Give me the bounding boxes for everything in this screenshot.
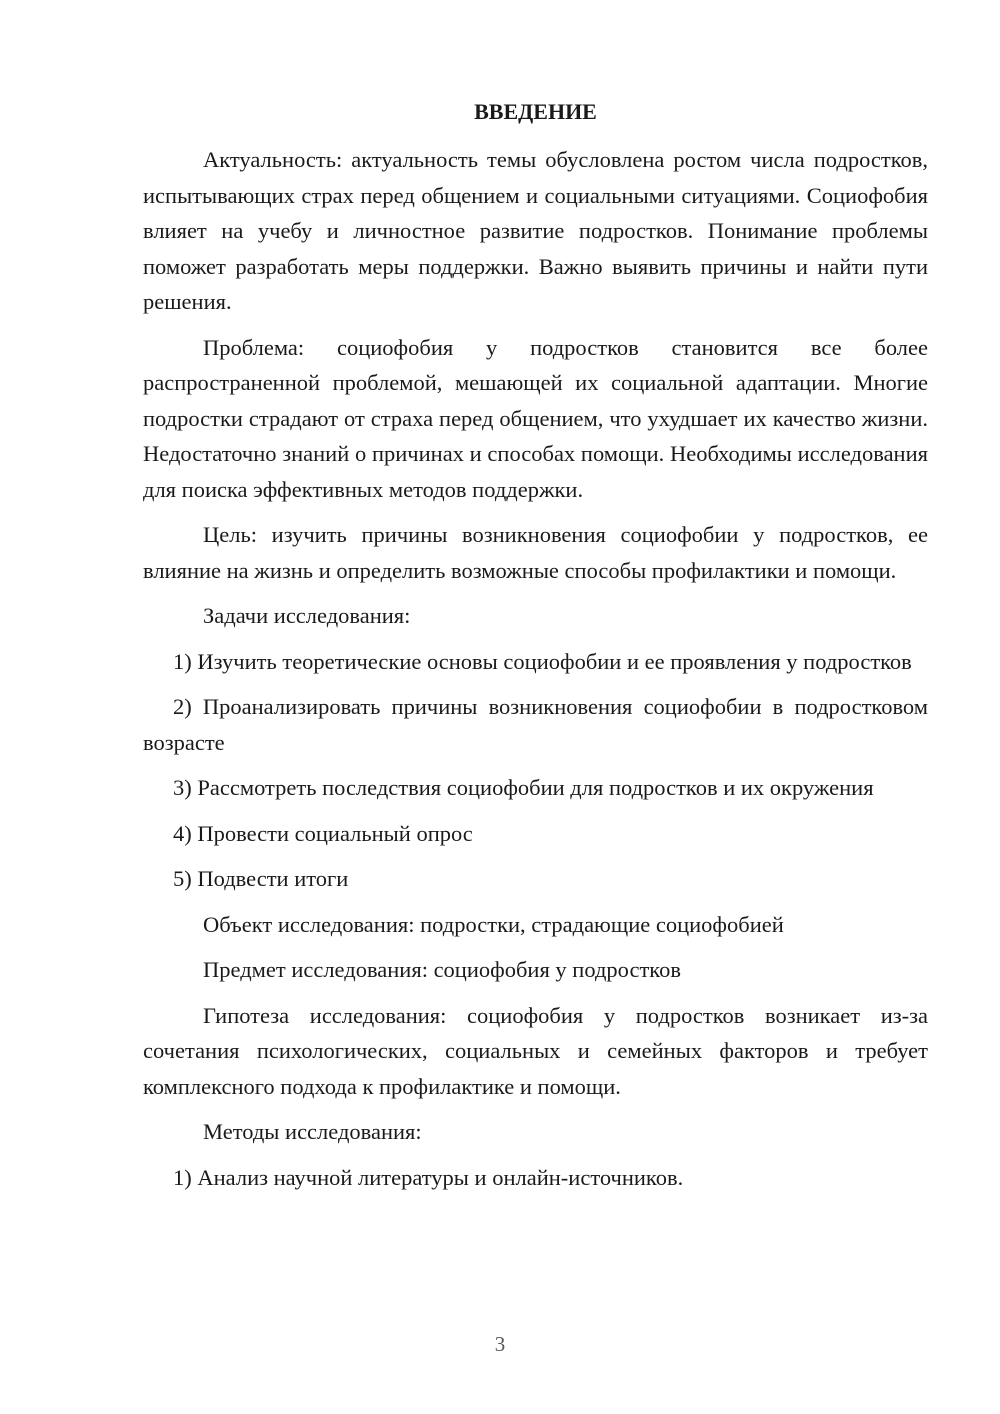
relevance-paragraph: Актуальность: актуальность темы обусловлена ростом числа подростков, испытывающих страх перед общением и социальными ситуациями. Социофобия влияет на учебу и личностное развитие подростков. Понимание проблемы поможет разработать меры поддержки. Важно выявить причины и найти пути решения. — [143, 147, 928, 314]
hypothesis-paragraph: Гипотеза исследования: социофобия у подростков возникает из-за сочетания психологических, социальных и семейных факторов и требует комплексного подхода к профилактике и помощи. — [143, 1002, 928, 1099]
document-page — [143, 94, 928, 1205]
method-item-1: 1) Анализ научной литературы и онлайн-источников. — [173, 1164, 684, 1190]
document-title: ВВЕДЕНИЕ — [474, 99, 597, 124]
task-item-5: 5) Подвести итоги — [173, 866, 349, 891]
problem-paragraph: Проблема: социофобия у подростков становится все более распространенной проблемой, мешающей их социальной адаптации. Многие подростки страдают от страха перед общением, что ухудшает их качество жизни. Недостаточно знаний о причинах и способах помощи. Необходимы исследования для поиска эффективных методов поддержки. — [143, 334, 928, 502]
methods-heading: Методы исследования: — [203, 1119, 422, 1144]
tasks-heading: Задачи исследования: — [203, 603, 411, 628]
page-number: 3 — [494, 1332, 506, 1356]
task-item-2: 2) Проанализировать причины возникновения социофобии в подростковом возрасте — [143, 694, 928, 755]
task-item-4: 4) Провести социальный опрос — [173, 820, 473, 846]
task-item-3: 3) Рассмотреть последствия социофобии для подростков и их окружения — [173, 775, 874, 800]
goal-paragraph: Цель: изучить причины возникновения социофобии у подростков, ее влияние на жизнь и определить возможные способы профилактики и помощи. — [143, 522, 928, 583]
research-object: Объект исследования: подростки, страдающие социофобией — [203, 911, 784, 937]
task-item-1: 1) Изучить теоретические основы социофобии и ее проявления у подростков — [173, 648, 912, 674]
research-subject: Предмет исследования: социофобия у подростков — [203, 957, 681, 982]
